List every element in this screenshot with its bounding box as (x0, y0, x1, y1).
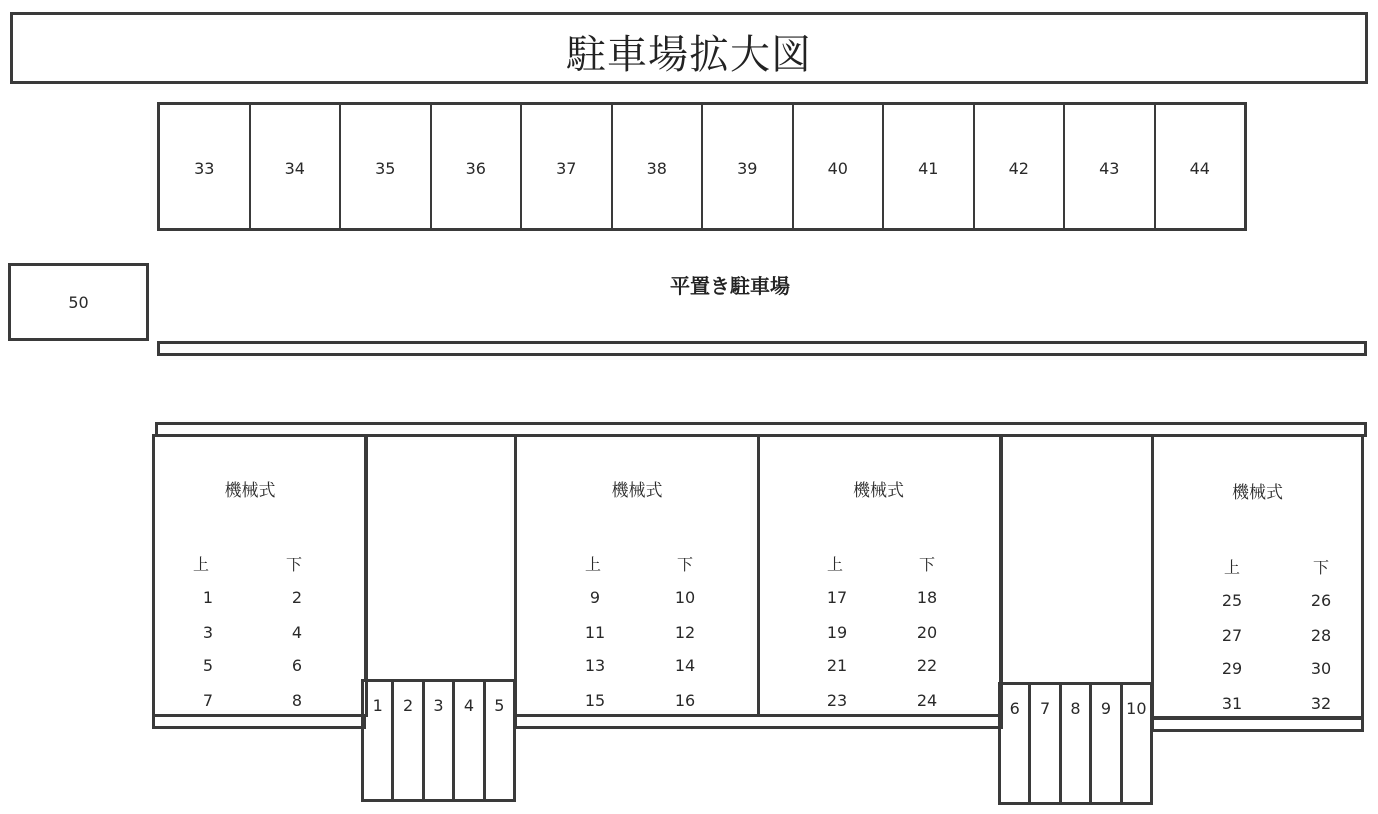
parking-slot[interactable]: 26 (1310, 591, 1332, 610)
parking-slot[interactable]: 4 (291, 623, 303, 642)
parking-slot[interactable]: 19 (826, 623, 848, 642)
upper-label: 上 (192, 555, 210, 574)
parking-slot[interactable]: 14 (674, 656, 696, 675)
parking-slot[interactable]: 10 (674, 588, 696, 607)
parking-slot[interactable]: 20 (916, 623, 938, 642)
upper-label: 上 (584, 555, 602, 574)
flat-parking-label: 平置き駐車場 (670, 274, 790, 298)
small-parking-slot[interactable]: 5 (494, 696, 505, 715)
parking-slot[interactable]: 37 (522, 105, 613, 228)
small-parking-slot[interactable]: 6 (1001, 685, 1031, 802)
small-parking-slot[interactable]: 1 (364, 682, 394, 799)
parking-slot[interactable]: 33 (160, 105, 251, 228)
parking-slot[interactable]: 34 (251, 105, 342, 228)
top-parking-row (157, 102, 1247, 231)
diagram-title: 駐車場拡大図 (566, 32, 812, 78)
divider-bar (157, 341, 1367, 356)
lower-label: 下 (1312, 558, 1330, 577)
small-parking-slot[interactable]: 10 (1126, 699, 1147, 718)
parking-slot[interactable]: 21 (826, 656, 848, 675)
small-parking-slot[interactable]: 4 (455, 682, 485, 799)
mechanical-title: 機械式 (611, 481, 663, 501)
mechanical-title: 機械式 (1232, 483, 1283, 503)
parking-slot[interactable]: 1 (202, 588, 214, 607)
parking-slot[interactable]: 8 (291, 691, 303, 710)
upper-label: 上 (1223, 558, 1241, 577)
small-parking-slot[interactable]: 9 (1092, 685, 1122, 802)
small-parking-slot[interactable]: 3 (425, 682, 455, 799)
parking-slot[interactable]: 15 (584, 691, 606, 710)
small-parking-slot[interactable]: 7 (1031, 685, 1061, 802)
parking-slot[interactable]: 13 (584, 656, 606, 675)
parking-slot[interactable]: 11 (584, 623, 606, 642)
open-area (364, 434, 517, 682)
parking-slot[interactable]: 31 (1221, 694, 1243, 713)
parking-slot[interactable]: 36 (432, 105, 523, 228)
mechanical-block-b (514, 434, 760, 717)
small-parking-slot[interactable]: 8 (1062, 685, 1092, 802)
parking-slot[interactable]: 42 (975, 105, 1066, 228)
parking-slot[interactable]: 35 (341, 105, 432, 228)
parking-slot[interactable]: 44 (1189, 159, 1210, 178)
lower-label: 下 (285, 555, 303, 574)
parking-slot[interactable]: 2 (291, 588, 303, 607)
mechanical-block-d (1151, 434, 1364, 719)
upper-label: 上 (826, 555, 844, 574)
parking-slot[interactable]: 41 (884, 105, 975, 228)
parking-slot[interactable]: 28 (1310, 626, 1332, 645)
parking-slot[interactable]: 18 (916, 588, 938, 607)
parking-slot[interactable]: 25 (1221, 591, 1243, 610)
parking-slot[interactable]: 32 (1310, 694, 1332, 713)
parking-slot[interactable]: 9 (589, 588, 601, 607)
small-slot-group-1 (361, 679, 516, 802)
parking-slot[interactable]: 24 (916, 691, 938, 710)
parking-slot[interactable]: 43 (1065, 105, 1156, 228)
small-slot-group-2 (998, 682, 1153, 805)
parking-slot[interactable]: 29 (1221, 659, 1243, 678)
open-area (999, 434, 1154, 684)
parking-slot[interactable]: 5 (202, 656, 214, 675)
parking-slot[interactable]: 3 (202, 623, 214, 642)
parking-slot[interactable]: 22 (916, 656, 938, 675)
mechanical-bottom-bar (152, 714, 366, 729)
parking-slot[interactable]: 23 (826, 691, 848, 710)
mechanical-bottom-bar (514, 714, 1003, 729)
lower-label: 下 (676, 555, 694, 574)
parking-slot[interactable]: 12 (674, 623, 696, 642)
parking-slot[interactable]: 17 (826, 588, 848, 607)
mechanical-bottom-bar (1151, 717, 1364, 732)
parking-slot[interactable]: 38 (613, 105, 704, 228)
parking-slot[interactable]: 27 (1221, 626, 1243, 645)
parking-slot[interactable]: 30 (1310, 659, 1332, 678)
parking-slot[interactable]: 16 (674, 691, 696, 710)
mechanical-title: 機械式 (853, 481, 904, 501)
parking-slot-50[interactable]: 50 (8, 263, 149, 341)
mechanical-block-c (757, 434, 1003, 717)
parking-slot[interactable]: 6 (291, 656, 303, 675)
small-parking-slot[interactable]: 2 (394, 682, 424, 799)
parking-slot[interactable]: 40 (794, 105, 885, 228)
title-box (10, 12, 1368, 84)
parking-slot[interactable]: 7 (202, 691, 214, 710)
mechanical-block-a (152, 434, 368, 717)
mechanical-title: 機械式 (224, 481, 276, 501)
lower-label: 下 (918, 555, 936, 574)
parking-slot[interactable]: 39 (703, 105, 794, 228)
